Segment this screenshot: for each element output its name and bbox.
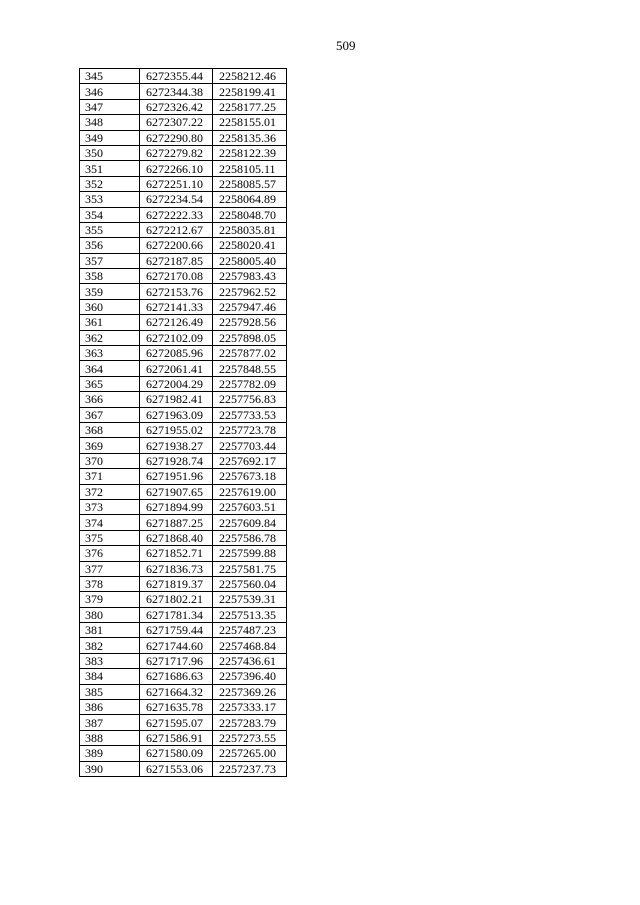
x-coordinate-cell: 6271963.09 <box>140 407 213 422</box>
y-coordinate-cell: 2258212.46 <box>213 69 287 84</box>
point-number-cell: 376 <box>80 546 140 561</box>
point-number-cell: 375 <box>80 530 140 545</box>
y-coordinate-cell: 2258035.81 <box>213 222 287 237</box>
point-number-cell: 354 <box>80 207 140 222</box>
table-row <box>80 592 287 607</box>
point-number-cell: 360 <box>80 299 140 314</box>
point-number-cell: 366 <box>80 392 140 407</box>
table-row <box>80 299 287 314</box>
x-coordinate-cell: 6271595.07 <box>140 715 213 730</box>
table-row <box>80 669 287 684</box>
table-row <box>80 484 287 499</box>
x-coordinate-cell: 6271887.25 <box>140 515 213 530</box>
table-row <box>80 392 287 407</box>
point-number-cell: 386 <box>80 700 140 715</box>
x-coordinate-cell: 6271894.99 <box>140 499 213 514</box>
point-number-cell: 379 <box>80 592 140 607</box>
x-coordinate-cell: 6271907.65 <box>140 484 213 499</box>
x-coordinate-cell: 6272251.10 <box>140 176 213 191</box>
x-coordinate-cell: 6272187.85 <box>140 253 213 268</box>
x-coordinate-cell: 6272170.08 <box>140 269 213 284</box>
table-row <box>80 730 287 745</box>
y-coordinate-cell: 2257487.23 <box>213 623 287 638</box>
point-number-cell: 389 <box>80 746 140 761</box>
x-coordinate-cell: 6271928.74 <box>140 453 213 468</box>
point-number-cell: 364 <box>80 361 140 376</box>
point-number-cell: 345 <box>80 69 140 84</box>
y-coordinate-cell: 2257983.43 <box>213 269 287 284</box>
point-number-cell: 372 <box>80 484 140 499</box>
y-coordinate-cell: 2257265.00 <box>213 746 287 761</box>
table-row <box>80 376 287 391</box>
point-number-cell: 353 <box>80 192 140 207</box>
table-row <box>80 715 287 730</box>
table-row <box>80 561 287 576</box>
table-row <box>80 284 287 299</box>
coordinates-table-body <box>80 69 287 777</box>
point-number-cell: 388 <box>80 730 140 745</box>
y-coordinate-cell: 2258020.41 <box>213 238 287 253</box>
point-number-cell: 390 <box>80 761 140 776</box>
y-coordinate-cell: 2257273.55 <box>213 730 287 745</box>
point-number-cell: 378 <box>80 576 140 591</box>
point-number-cell: 385 <box>80 684 140 699</box>
y-coordinate-cell: 2257396.40 <box>213 669 287 684</box>
point-number-cell: 365 <box>80 376 140 391</box>
table-row <box>80 207 287 222</box>
x-coordinate-cell: 6271868.40 <box>140 530 213 545</box>
x-coordinate-cell: 6272279.82 <box>140 145 213 160</box>
y-coordinate-cell: 2257782.09 <box>213 376 287 391</box>
y-coordinate-cell: 2257848.55 <box>213 361 287 376</box>
y-coordinate-cell: 2258085.57 <box>213 176 287 191</box>
table-row <box>80 469 287 484</box>
point-number-cell: 387 <box>80 715 140 730</box>
y-coordinate-cell: 2257513.35 <box>213 607 287 622</box>
table-row <box>80 438 287 453</box>
point-number-cell: 369 <box>80 438 140 453</box>
y-coordinate-cell: 2257723.78 <box>213 422 287 437</box>
point-number-cell: 384 <box>80 669 140 684</box>
table-row <box>80 238 287 253</box>
y-coordinate-cell: 2257609.84 <box>213 515 287 530</box>
y-coordinate-cell: 2257898.05 <box>213 330 287 345</box>
x-coordinate-cell: 6272344.38 <box>140 84 213 99</box>
table-row <box>80 453 287 468</box>
table-row <box>80 145 287 160</box>
x-coordinate-cell: 6272126.49 <box>140 315 213 330</box>
x-coordinate-cell: 6271802.21 <box>140 592 213 607</box>
point-number-cell: 356 <box>80 238 140 253</box>
point-number-cell: 371 <box>80 469 140 484</box>
y-coordinate-cell: 2257468.84 <box>213 638 287 653</box>
x-coordinate-cell: 6271836.73 <box>140 561 213 576</box>
y-coordinate-cell: 2257962.52 <box>213 284 287 299</box>
x-coordinate-cell: 6271744.60 <box>140 638 213 653</box>
table-row <box>80 269 287 284</box>
point-number-cell: 380 <box>80 607 140 622</box>
x-coordinate-cell: 6271781.34 <box>140 607 213 622</box>
x-coordinate-cell: 6271951.96 <box>140 469 213 484</box>
x-coordinate-cell: 6271938.27 <box>140 438 213 453</box>
point-number-cell: 373 <box>80 499 140 514</box>
y-coordinate-cell: 2257586.78 <box>213 530 287 545</box>
y-coordinate-cell: 2258155.01 <box>213 115 287 130</box>
y-coordinate-cell: 2257619.00 <box>213 484 287 499</box>
table-row <box>80 684 287 699</box>
x-coordinate-cell: 6272290.80 <box>140 130 213 145</box>
point-number-cell: 362 <box>80 330 140 345</box>
point-number-cell: 347 <box>80 99 140 114</box>
x-coordinate-cell: 6271586.91 <box>140 730 213 745</box>
y-coordinate-cell: 2257733.53 <box>213 407 287 422</box>
point-number-cell: 370 <box>80 453 140 468</box>
y-coordinate-cell: 2258105.11 <box>213 161 287 176</box>
y-coordinate-cell: 2257877.02 <box>213 346 287 361</box>
x-coordinate-cell: 6271852.71 <box>140 546 213 561</box>
x-coordinate-cell: 6271580.09 <box>140 746 213 761</box>
y-coordinate-cell: 2257947.46 <box>213 299 287 314</box>
y-coordinate-cell: 2258064.89 <box>213 192 287 207</box>
point-number-cell: 358 <box>80 269 140 284</box>
table-row <box>80 623 287 638</box>
x-coordinate-cell: 6272212.67 <box>140 222 213 237</box>
table-row <box>80 84 287 99</box>
y-coordinate-cell: 2258177.25 <box>213 99 287 114</box>
table-row <box>80 253 287 268</box>
y-coordinate-cell: 2257692.17 <box>213 453 287 468</box>
y-coordinate-cell: 2257703.44 <box>213 438 287 453</box>
x-coordinate-cell: 6271553.06 <box>140 761 213 776</box>
table-row <box>80 346 287 361</box>
x-coordinate-cell: 6272355.44 <box>140 69 213 84</box>
x-coordinate-cell: 6272222.33 <box>140 207 213 222</box>
point-number-cell: 382 <box>80 638 140 653</box>
y-coordinate-cell: 2258199.41 <box>213 84 287 99</box>
table-row <box>80 530 287 545</box>
table-row <box>80 746 287 761</box>
x-coordinate-cell: 6272266.10 <box>140 161 213 176</box>
point-number-cell: 349 <box>80 130 140 145</box>
table-row <box>80 361 287 376</box>
y-coordinate-cell: 2257560.04 <box>213 576 287 591</box>
point-number-cell: 363 <box>80 346 140 361</box>
point-number-cell: 357 <box>80 253 140 268</box>
y-coordinate-cell: 2258005.40 <box>213 253 287 268</box>
point-number-cell: 350 <box>80 145 140 160</box>
point-number-cell: 355 <box>80 222 140 237</box>
table-row <box>80 330 287 345</box>
table-row <box>80 761 287 776</box>
y-coordinate-cell: 2257333.17 <box>213 700 287 715</box>
table-row <box>80 176 287 191</box>
table-row <box>80 576 287 591</box>
x-coordinate-cell: 6272102.09 <box>140 330 213 345</box>
point-number-cell: 352 <box>80 176 140 191</box>
x-coordinate-cell: 6272141.33 <box>140 299 213 314</box>
x-coordinate-cell: 6271819.37 <box>140 576 213 591</box>
x-coordinate-cell: 6271635.78 <box>140 700 213 715</box>
table-row <box>80 115 287 130</box>
y-coordinate-cell: 2257539.31 <box>213 592 287 607</box>
table-row <box>80 422 287 437</box>
x-coordinate-cell: 6271717.96 <box>140 653 213 668</box>
y-coordinate-cell: 2257756.83 <box>213 392 287 407</box>
point-number-cell: 359 <box>80 284 140 299</box>
table-row <box>80 700 287 715</box>
x-coordinate-cell: 6271686.63 <box>140 669 213 684</box>
table-row <box>80 607 287 622</box>
table-row <box>80 192 287 207</box>
table-row <box>80 515 287 530</box>
x-coordinate-cell: 6271759.44 <box>140 623 213 638</box>
x-coordinate-cell: 6272061.41 <box>140 361 213 376</box>
table-row <box>80 499 287 514</box>
x-coordinate-cell: 6272307.22 <box>140 115 213 130</box>
y-coordinate-cell: 2258135.36 <box>213 130 287 145</box>
table-row <box>80 69 287 84</box>
y-coordinate-cell: 2257603.51 <box>213 499 287 514</box>
x-coordinate-cell: 6272326.42 <box>140 99 213 114</box>
point-number-cell: 351 <box>80 161 140 176</box>
y-coordinate-cell: 2257581.75 <box>213 561 287 576</box>
x-coordinate-cell: 6272153.76 <box>140 284 213 299</box>
table-row <box>80 161 287 176</box>
y-coordinate-cell: 2257673.18 <box>213 469 287 484</box>
x-coordinate-cell: 6271955.02 <box>140 422 213 437</box>
y-coordinate-cell: 2258122.39 <box>213 145 287 160</box>
x-coordinate-cell: 6272200.66 <box>140 238 213 253</box>
x-coordinate-cell: 6272004.29 <box>140 376 213 391</box>
x-coordinate-cell: 6272234.54 <box>140 192 213 207</box>
point-number-cell: 368 <box>80 422 140 437</box>
x-coordinate-cell: 6272085.96 <box>140 346 213 361</box>
point-number-cell: 361 <box>80 315 140 330</box>
table-row <box>80 638 287 653</box>
x-coordinate-cell: 6271664.32 <box>140 684 213 699</box>
y-coordinate-cell: 2257237.73 <box>213 761 287 776</box>
coordinates-table <box>79 68 287 777</box>
y-coordinate-cell: 2257599.88 <box>213 546 287 561</box>
point-number-cell: 346 <box>80 84 140 99</box>
table-row <box>80 222 287 237</box>
table-row <box>80 130 287 145</box>
x-coordinate-cell: 6271982.41 <box>140 392 213 407</box>
y-coordinate-cell: 2257369.26 <box>213 684 287 699</box>
point-number-cell: 374 <box>80 515 140 530</box>
table-row <box>80 653 287 668</box>
point-number-cell: 367 <box>80 407 140 422</box>
point-number-cell: 377 <box>80 561 140 576</box>
y-coordinate-cell: 2258048.70 <box>213 207 287 222</box>
table-row <box>80 315 287 330</box>
table-row <box>80 99 287 114</box>
y-coordinate-cell: 2257436.61 <box>213 653 287 668</box>
table-row <box>80 407 287 422</box>
point-number-cell: 383 <box>80 653 140 668</box>
page-number-text: 509 <box>336 38 356 53</box>
table-row <box>80 546 287 561</box>
point-number-cell: 381 <box>80 623 140 638</box>
y-coordinate-cell: 2257928.56 <box>213 315 287 330</box>
y-coordinate-cell: 2257283.79 <box>213 715 287 730</box>
point-number-cell: 348 <box>80 115 140 130</box>
